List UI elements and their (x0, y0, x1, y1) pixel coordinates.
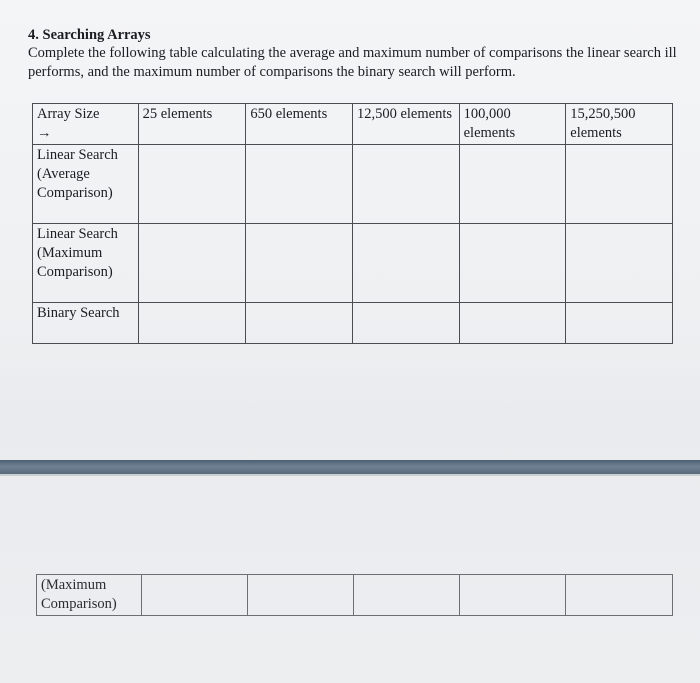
answer-cell[interactable] (142, 575, 248, 616)
answer-cell[interactable] (352, 145, 459, 224)
lower-table (36, 574, 673, 616)
header-array-size-label: Array Size (37, 106, 100, 122)
answer-cell[interactable] (459, 224, 566, 303)
answer-cell[interactable] (352, 303, 459, 344)
header-col-1: 25 elements (138, 104, 246, 145)
header-col-3: 12,500 elements (352, 104, 459, 145)
row-label-binary: Binary Search (33, 303, 139, 344)
page-divider-bar (0, 460, 700, 474)
row-label-linear-maximum: Linear Search (Maximum Comparison) (33, 224, 139, 303)
page-divider-line (0, 474, 700, 476)
answer-cell[interactable] (248, 575, 354, 616)
answer-cell[interactable] (246, 303, 353, 344)
answer-cell[interactable] (566, 575, 673, 616)
lower-row-label: (Maximum Comparison) (37, 575, 142, 616)
answer-cell[interactable] (138, 303, 246, 344)
table-row (37, 575, 673, 616)
answer-cell[interactable] (138, 224, 246, 303)
answer-cell[interactable] (460, 575, 566, 616)
table-row (33, 224, 673, 303)
question-section (28, 26, 678, 82)
row-label-linear-average: Linear Search (Average Comparison) (33, 145, 139, 224)
answer-cell[interactable] (354, 575, 460, 616)
table-header-row (33, 104, 673, 145)
answer-cell[interactable] (138, 145, 246, 224)
table-row (33, 303, 673, 344)
header-col-5: 15,250,500 elements (566, 104, 673, 145)
table-row (33, 145, 673, 224)
right-arrow-icon: → (37, 125, 52, 141)
answer-cell[interactable] (352, 224, 459, 303)
answer-cell[interactable] (566, 224, 673, 303)
comparison-table (32, 103, 673, 344)
section-title: 4. Searching Arrays (28, 27, 151, 43)
answer-cell[interactable] (459, 145, 566, 224)
answer-cell[interactable] (246, 145, 353, 224)
header-col-4: 100,000 elements (459, 104, 566, 145)
header-col-2: 650 elements (246, 104, 353, 145)
answer-cell[interactable] (459, 303, 566, 344)
section-instructions: Complete the following table calculating the average and maximum number of comparisons the linear search ill performs, and the maximum number of comparisons the binary search will perform. (28, 45, 677, 80)
answer-cell[interactable] (566, 145, 673, 224)
answer-cell[interactable] (566, 303, 673, 344)
header-array-size (33, 104, 139, 145)
answer-cell[interactable] (246, 224, 353, 303)
